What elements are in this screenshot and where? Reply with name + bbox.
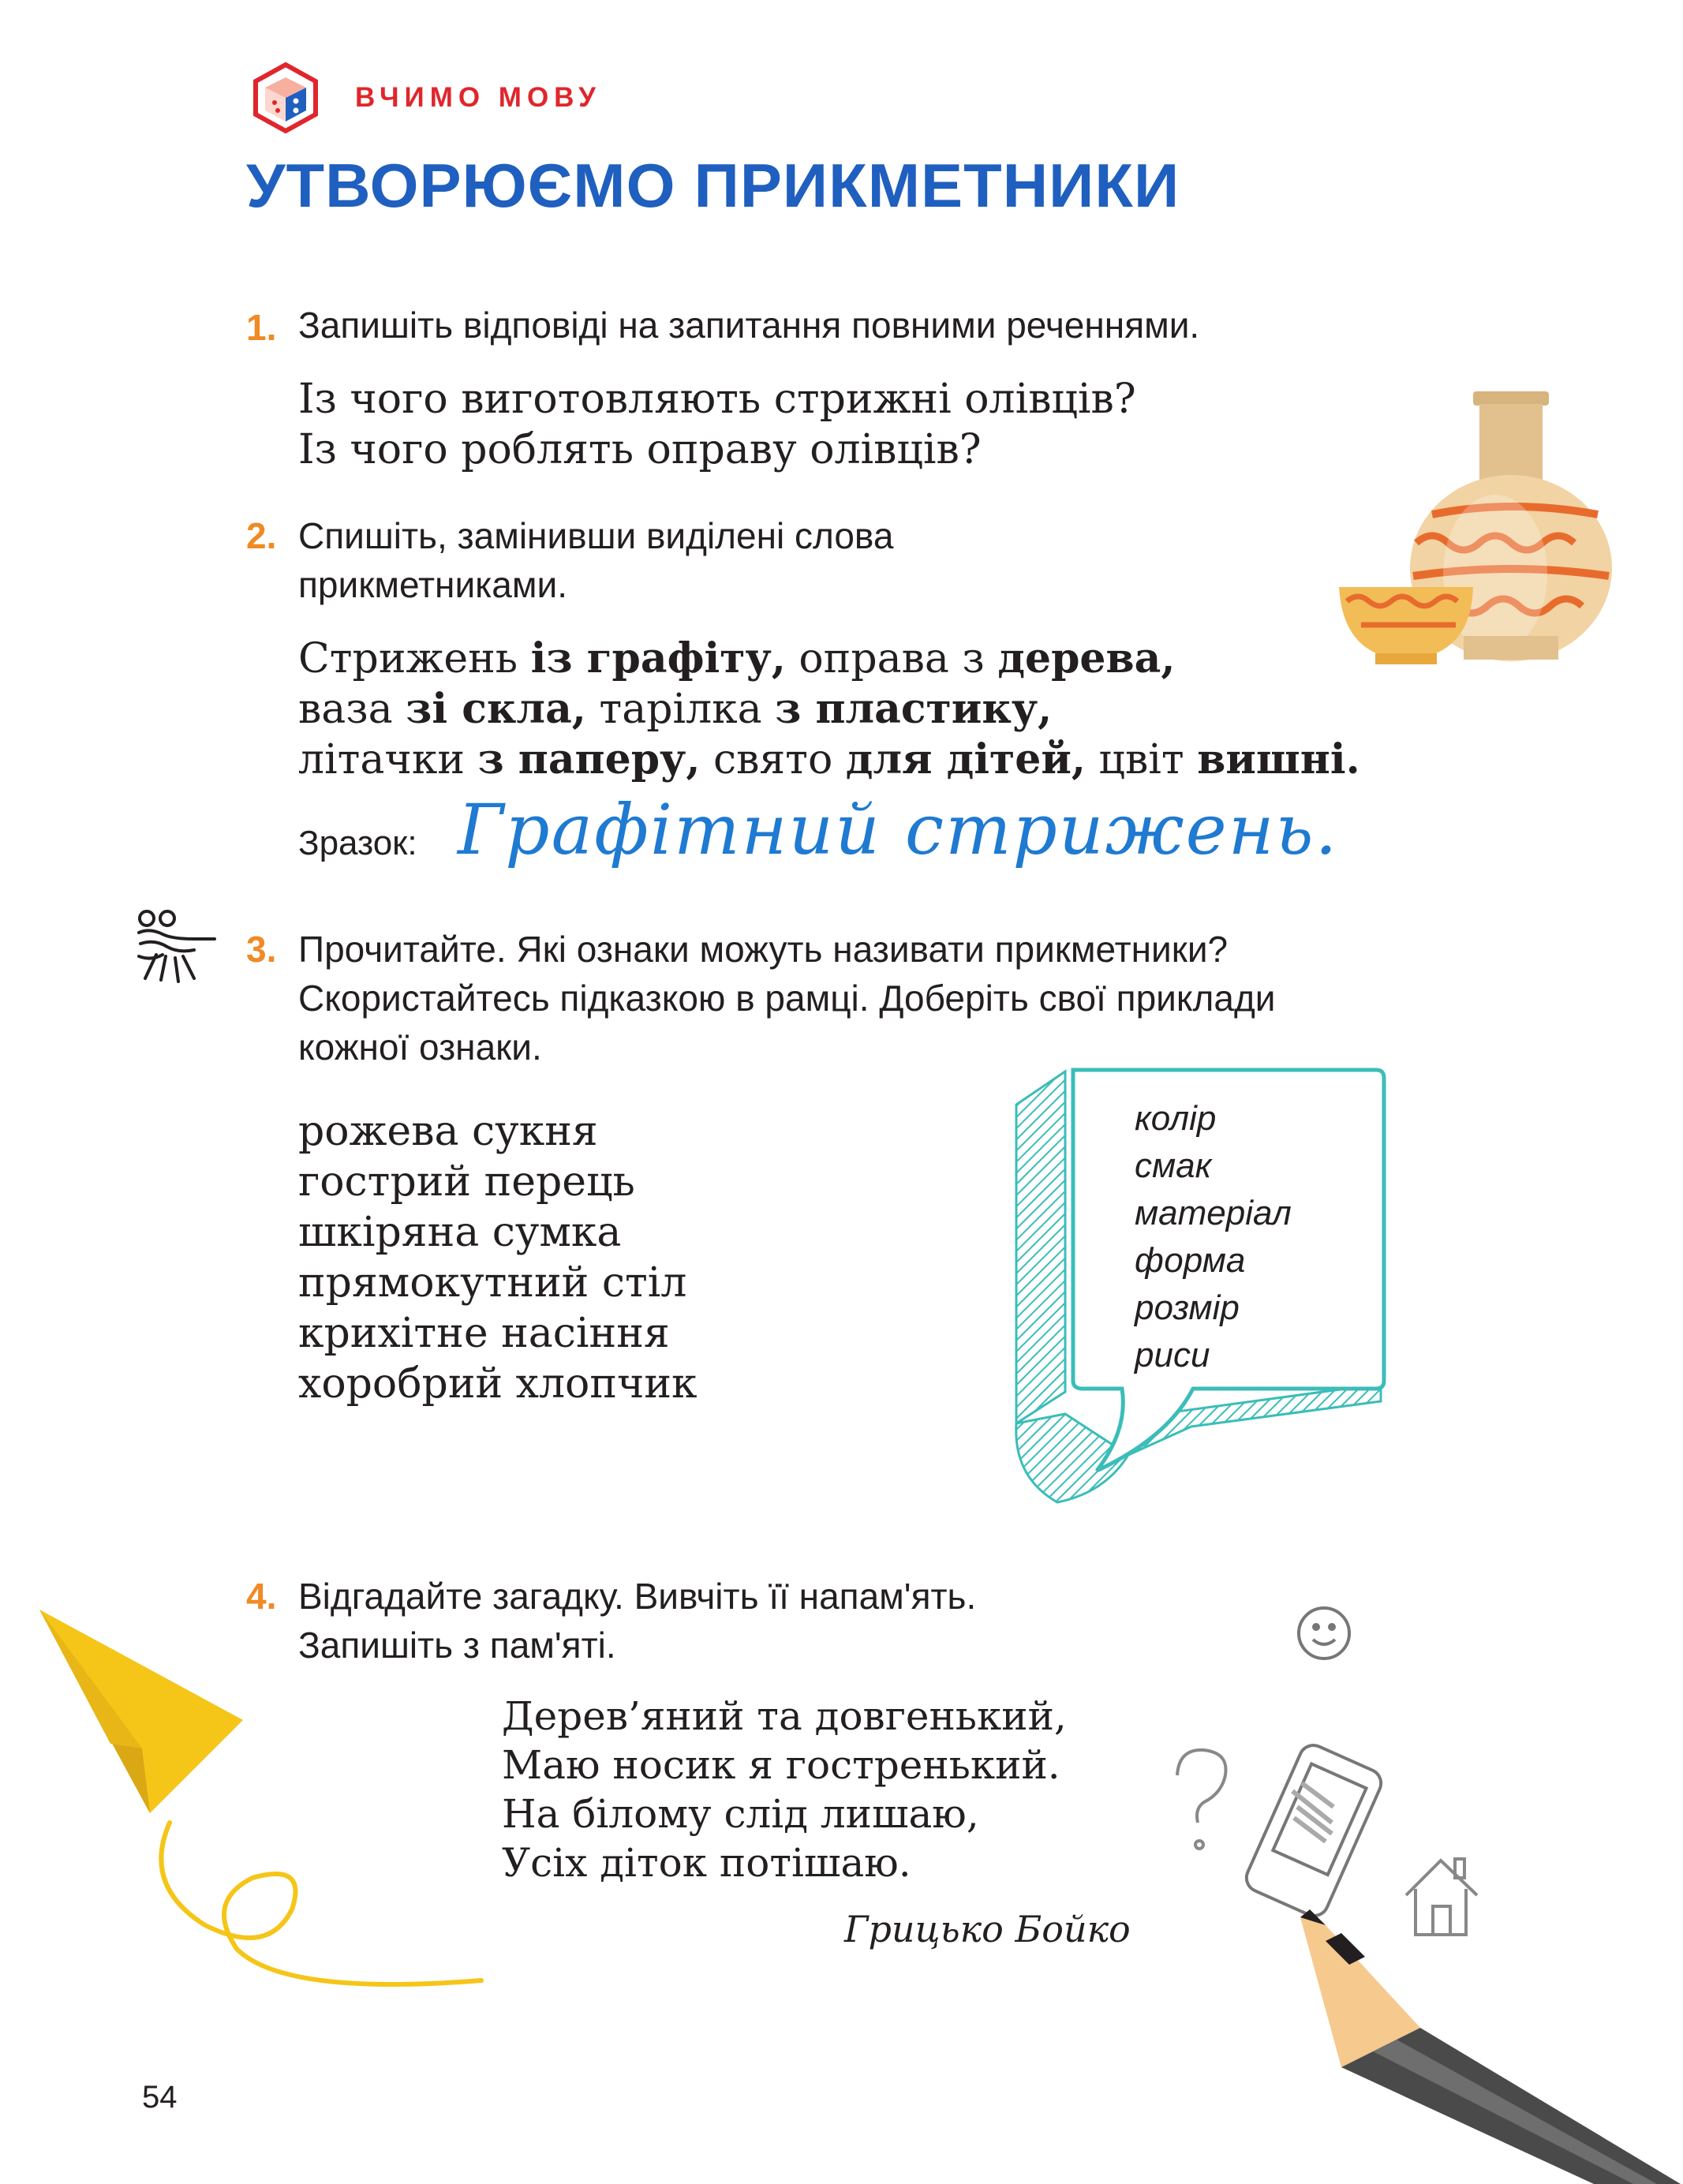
section-label: ВЧИМО МОВУ — [355, 82, 601, 113]
riddle-line: Дерев’яний та довгенький, — [502, 1693, 1067, 1739]
page-number: 54 — [142, 2080, 178, 2115]
question-mark-icon — [1168, 1744, 1239, 1862]
riddle-line: Усіх діток потішаю. — [502, 1840, 911, 1886]
instruction-line: Скористайтесь підказкою в рамці. Доберіть свої приклади — [298, 978, 1276, 1019]
instruction-line: Запишіть з пам'яті. — [298, 1625, 616, 1666]
hint-item: смак — [1135, 1146, 1212, 1185]
instruction-line: Прочитайте. Які ознаки можуть називати прикметники? — [298, 929, 1229, 970]
task-number: 4. — [246, 1576, 277, 1617]
instruction-line: Спишіть, замінивши виділені слова — [298, 515, 894, 556]
hint-item: розмір — [1135, 1288, 1240, 1327]
task-number: 3. — [246, 929, 277, 970]
task-instruction — [298, 1572, 976, 1670]
riddle-poem — [502, 1692, 1067, 1887]
task-instruction — [298, 511, 893, 609]
task-instruction — [298, 925, 1275, 1071]
hint-item: матеріал — [1135, 1194, 1292, 1232]
instruction-line: прикметниками. — [298, 564, 567, 605]
sentence-line: літачки з паперу, свято для дітей, цвіт вишні. — [298, 735, 1360, 783]
riddle-author: Грицько Бойко — [844, 1908, 1131, 1950]
highlighted-word: дерева, — [997, 634, 1176, 682]
task2-sentences — [298, 634, 1360, 785]
example-phrase: шкіряна сумка — [298, 1209, 622, 1256]
sentence-line: Стрижень із графіту, оправа з дерева, — [298, 634, 1176, 682]
highlighted-word: із графіту, — [530, 634, 786, 682]
hint-list — [1135, 1095, 1292, 1379]
riddle-line: Маю носик я гостренький. — [502, 1742, 1060, 1788]
pencil-illustration — [1294, 1909, 1681, 2184]
sample-handwriting: Графітний стрижень. — [458, 789, 1339, 870]
highlighted-word: вишні. — [1197, 735, 1360, 783]
smiley-icon — [1294, 1603, 1354, 1663]
highlighted-word: зі скла, — [406, 685, 586, 733]
example-phrase: прямокутний стіл — [298, 1259, 687, 1307]
question: Із чого роблять оправу олівців? — [298, 426, 982, 473]
instruction-line: кожної ознаки. — [298, 1027, 542, 1068]
sentence-line: ваза зі скла, тарілка з пластику, — [298, 685, 1053, 733]
highlighted-word: з пластику, — [775, 685, 1053, 733]
example-phrase: крихітне насіння — [298, 1310, 670, 1357]
adjective-examples — [298, 1106, 698, 1409]
riddle-line: На білому слід лишаю, — [502, 1791, 979, 1837]
pair-work-icon — [133, 909, 219, 996]
example-phrase: рожева сукня — [298, 1108, 598, 1155]
hint-item: риси — [1135, 1336, 1210, 1374]
instruction-line: Відгадайте загадку. Вивчіть її напам'ять. — [298, 1576, 977, 1617]
hint-item: колір — [1135, 1099, 1217, 1138]
hint-item: форма — [1135, 1241, 1246, 1280]
highlighted-word: з паперу, — [477, 735, 701, 783]
example-phrase: хоробрий хлопчик — [298, 1360, 698, 1408]
dice-icon — [251, 62, 320, 134]
clay-vase-illustration — [1337, 388, 1615, 666]
task-instruction: Запишіть відповіді на запитання повними реченнями. — [298, 305, 1200, 346]
highlighted-word: для дітей, — [845, 735, 1086, 783]
question: Із чого виготовляють стрижні олівців? — [298, 376, 1136, 423]
task-number: 1. — [246, 307, 277, 348]
sample-label: Зразок: — [298, 824, 417, 862]
task1-questions — [298, 374, 1136, 475]
page-title: УТВОРЮЄМО ПРИКМЕТНИКИ — [246, 151, 1180, 220]
example-phrase: гострий перець — [298, 1158, 635, 1206]
task-number: 2. — [246, 515, 277, 556]
